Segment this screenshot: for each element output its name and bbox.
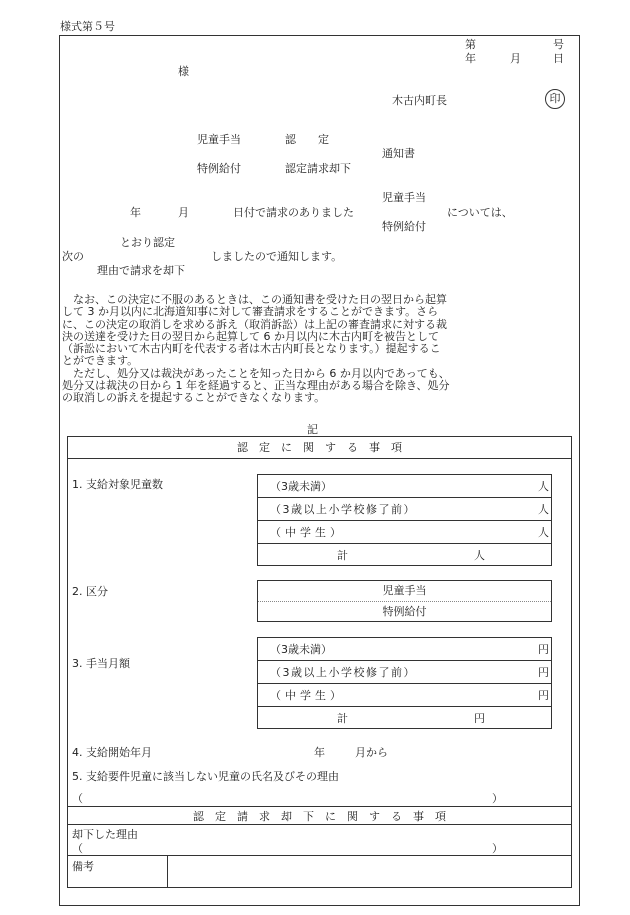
form-number: 様式第５号 — [60, 20, 115, 33]
title-kyakka: 認定請求却下 — [285, 162, 351, 175]
item2-divider — [258, 601, 551, 602]
notice-line: （訴訟において木古内町を代表する者は木古内町長となります。）提起するこ — [62, 342, 441, 356]
item2-opt-a: 児童手当 — [382, 584, 427, 597]
item1-rule — [257, 520, 552, 521]
item3-label: 3. 手当月額 — [72, 657, 130, 670]
notice-line: 決の送達を受けた日の翌日から起算して 6 か月以内に木古内町を被告として — [62, 329, 439, 343]
body-allowance-a: 児童手当 — [382, 191, 426, 204]
title-allowance-b: 特例給付 — [197, 162, 241, 175]
notice-paragraph — [62, 294, 577, 405]
item2-opt-b: 特例給付 — [382, 605, 427, 618]
notice-line: の取消しの訴えを提起することができなくなります。 — [62, 391, 326, 405]
item3-row-label: （3歳以上小学校修了前） — [270, 666, 416, 679]
remarks-divider — [167, 855, 168, 888]
body-tsuki: 月 — [178, 206, 189, 219]
body-riyuu: 理由で請求を却下 — [97, 264, 185, 277]
section1-heading: 認 定 に 関 す る 事 項 — [237, 441, 402, 454]
title-tsuchisho: 通知書 — [382, 147, 415, 160]
item1-row-unit: 人 — [538, 526, 549, 539]
item1-row-unit: 人 — [538, 503, 549, 516]
body-tsuchi: しましたので通知します。 — [211, 250, 343, 263]
item3-total-unit: 円 — [474, 712, 485, 725]
item1-row-label: （3歳以上小学校修了前） — [270, 503, 416, 516]
date-tsuki: 月 — [510, 52, 521, 65]
body-nitsuite: については、 — [447, 206, 513, 219]
item4-label: 4. 支給開始年月 — [72, 746, 152, 759]
item3-rule — [257, 683, 552, 684]
item3-row-unit: 円 — [538, 643, 549, 656]
date-nen: 年 — [465, 52, 476, 65]
item1-row-label: （中学生） — [270, 526, 345, 539]
body-toori: とおり認定 — [120, 236, 175, 249]
item5-close-paren: ） — [492, 792, 503, 805]
item3-row-unit: 円 — [538, 689, 549, 702]
section2-reason-label: 却下した理由 — [72, 828, 138, 841]
section2-heading-rule — [67, 824, 572, 825]
number-dai: 第 — [465, 38, 476, 51]
section1-heading-rule — [67, 458, 572, 459]
title-nintei: 認 定 — [285, 133, 329, 146]
item4-tsuki-kara: 月から — [355, 746, 388, 759]
body-nen: 年 — [130, 206, 141, 219]
item2-label: 2. 区分 — [72, 585, 108, 598]
item3-rule — [257, 660, 552, 661]
item1-label: 1. 支給対象児童数 — [72, 478, 163, 491]
body-tsugi: 次の — [62, 250, 84, 263]
section2-open-paren: （ — [72, 842, 83, 855]
item1-rule — [257, 543, 552, 544]
item1-total-unit: 人 — [474, 549, 485, 562]
item3-rule — [257, 706, 552, 707]
ki-label: 記 — [307, 423, 318, 436]
remarks-rule — [67, 855, 572, 856]
item5-label: 5. 支給要件児童に該当しない児童の氏名及びその理由 — [72, 770, 339, 783]
notice-line: ただし、処分又は裁決があったことを知った日から 6 か月以内であっても、 — [73, 366, 450, 380]
item3-row-unit: 円 — [538, 666, 549, 679]
section2-heading: 認 定 請 求 却 下 に 関 す る 事 項 — [193, 810, 446, 823]
item1-rule — [257, 497, 552, 498]
notice-line: に、この決定の取消しを求める訴え（取消訴訟）は上記の審査請求に対する裁 — [62, 317, 447, 331]
body-date-rest: 日付で請求のありました — [233, 206, 354, 219]
item1-total-label: 計 — [337, 549, 348, 562]
item3-row-label: （3歳未満） — [270, 643, 332, 656]
item5-open-paren: （ — [72, 792, 83, 805]
notice-line: なお、この決定に不服のあるときは、この通知書を受けた日の翌日から起算 — [73, 293, 447, 306]
notice-line: して 3 か月以内に北海道知事に対して審査請求をすることができます。さら — [62, 305, 439, 319]
item3-total-label: 計 — [337, 712, 348, 725]
title-allowance-a: 児童手当 — [197, 133, 241, 146]
number-gou: 号 — [553, 38, 564, 51]
item1-row-label: （3歳未満） — [270, 480, 332, 493]
notice-line: とができます。 — [62, 354, 139, 368]
item4-nen: 年 — [314, 746, 325, 759]
remarks-label: 備考 — [72, 860, 94, 873]
item3-row-label: （中学生） — [270, 689, 345, 702]
seal-stamp: 印 — [545, 89, 565, 109]
notice-line: 処分又は裁決の日から 1 年を経過すると、正当な理由がある場合を除き、処分 — [62, 379, 450, 393]
section2-close-paren: ） — [492, 842, 503, 855]
date-hi: 日 — [553, 52, 564, 65]
addressee-sama: 様 — [178, 65, 189, 78]
body-allowance-b: 特例給付 — [382, 220, 426, 233]
item1-row-unit: 人 — [538, 480, 549, 493]
issuer-name: 木古内町長 — [392, 94, 447, 107]
section2-top-rule — [67, 806, 572, 807]
